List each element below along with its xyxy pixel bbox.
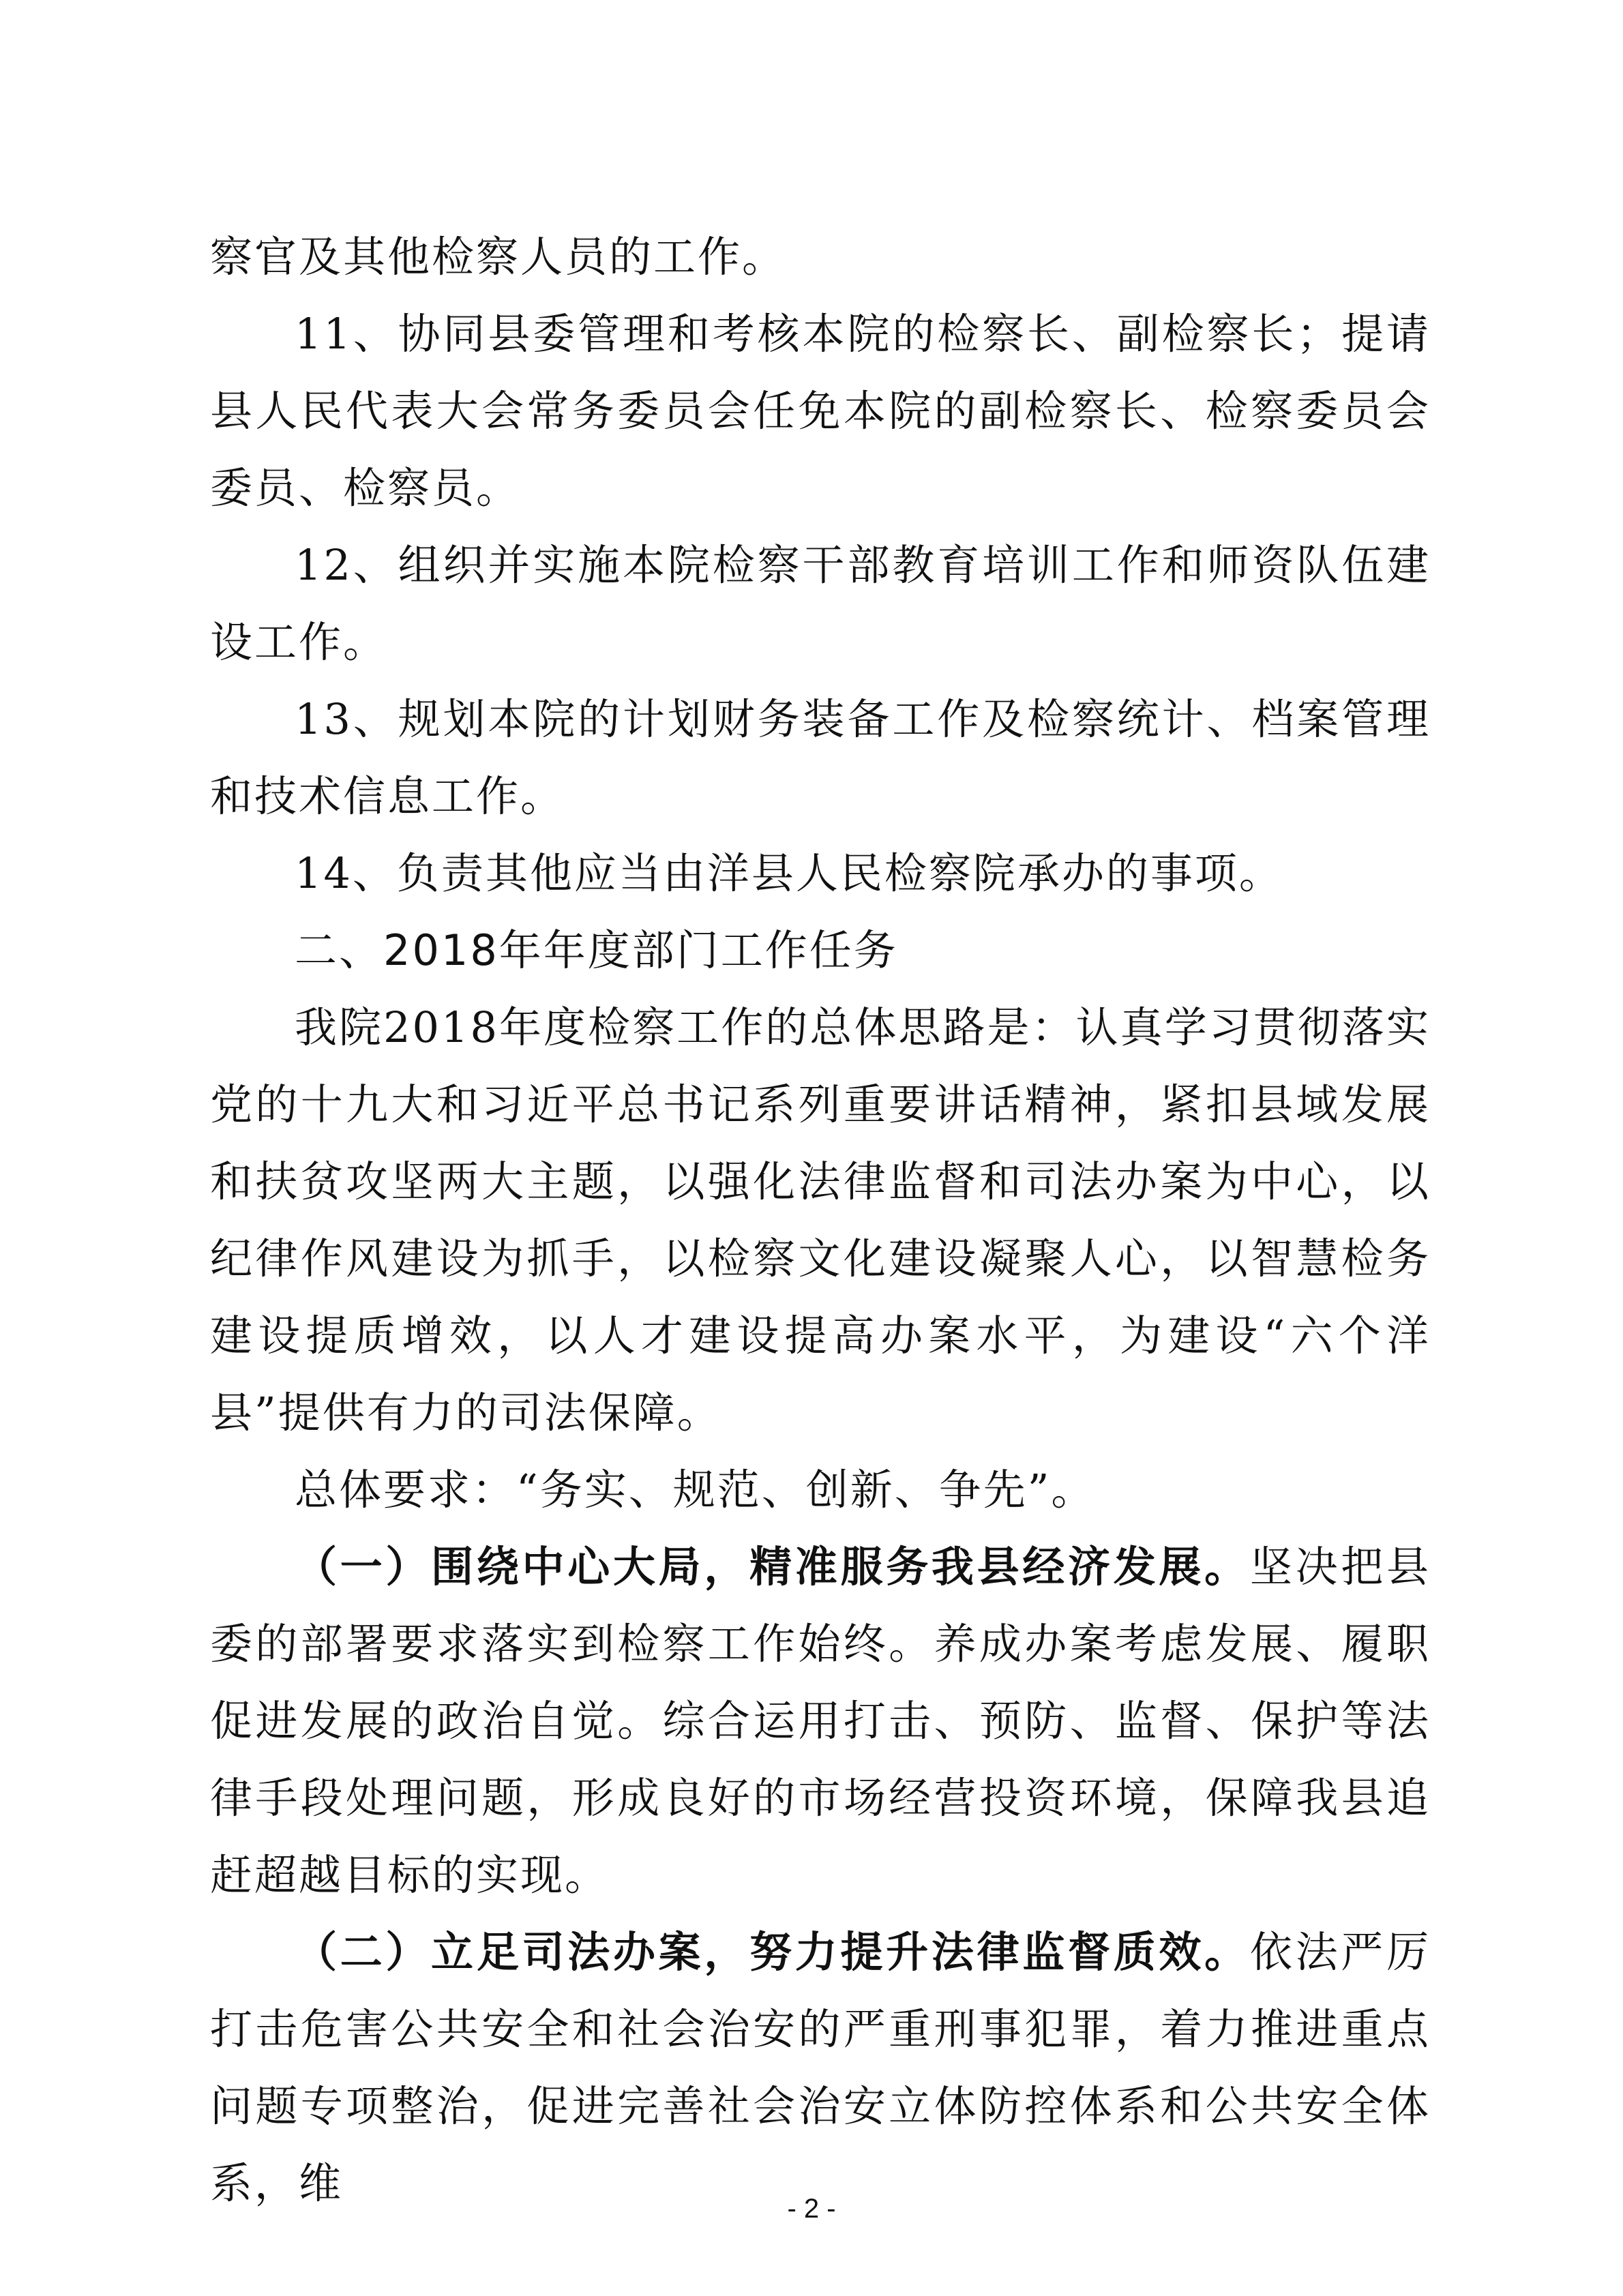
section-heading: 二、2018年年度部门工作任务 [295,925,898,975]
paragraph-item-13: 13、规划本院的计划财务装备工作及检察统计、档案管理和技术信息工作。 [210,694,1431,821]
paragraph-overall-idea: 我院2018年度检察工作的总体思路是：认真学习贯彻落实党的十九大和习近平总书记系列重要讲话精神，紧扣县域发展和扶贫攻坚两大主题，以强化法律监督和司法办案为中心，以纪律作风建设为抓手，以检察文化建设凝聚人心，以智慧检务建设提质增效，以人才建设提高办案水平，为建设“六个洋县”提供有力的司法保障。 [210,1002,1431,1437]
paragraph-item-14: 14、负责其他应当由洋县人民检察院承办的事项。 [295,848,1283,898]
task-1-body: 坚决把县委的部署要求落实到检察工作始终。养成办案考虑发展、履职促进发展的政治自觉。综合运用打击、预防、监督、保护等法律手段处理问题，形成良好的市场经营投资环境，保障我县追赶超越目标的实现。 [210,1542,1431,1900]
paragraph-task-2 [210,1913,1431,2222]
paragraph-continued: 察官及其他检察人员的工作。 [210,232,787,282]
paragraph-item-12: 12、组织并实施本院检察干部教育培训工作和师资队伍建设工作。 [210,540,1431,667]
paragraph-task-1 [210,1528,1431,1913]
task-2-body: 依法严厉打击危害公共安全和社会治安的严重刑事犯罪，着力推进重点问题专项整治，促进完善社会治安立体防控体系和公共安全体系，维 [210,1927,1431,2208]
paragraph-item-11: 11、协同县委管理和考核本院的检察长、副检察长；提请县人民代表大会常务委员会任免本院的副检察长、检察委员会委员、检察员。 [210,309,1431,513]
document-body [210,218,1431,2222]
page-number: - 2 - [787,2194,836,2224]
paragraph-overall-requirement: 总体要求：“务实、规范、创新、争先”。 [295,1465,1096,1515]
task-2-title: （二）立足司法办案，努力提升法律监督质效。 [295,1927,1250,1977]
task-1-title: （一）围绕中心大局，精准服务我县经济发展。 [295,1542,1250,1592]
